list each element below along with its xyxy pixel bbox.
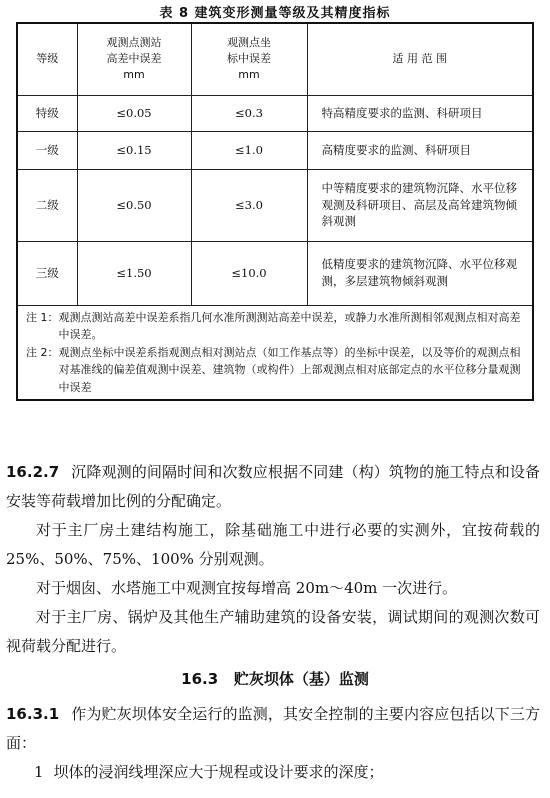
section-heading — [0, 665, 550, 694]
cell-scope: 高精度要求的监测、科研项目 — [307, 131, 533, 169]
table-notes-row — [17, 305, 533, 400]
clause-number: 16.2.7 — [6, 463, 60, 481]
header-grade: 等级 — [17, 23, 77, 95]
paragraph: 对于主厂房土建结构施工，除基础施工中进行必要的实测外，宜按荷载的 25%、50%、75%、100% 分别观测。 — [6, 521, 540, 568]
cell-height-error: ≤1.50 — [77, 241, 191, 305]
cell-scope: 中等精度要求的建筑物沉降、水平位移观测及科研项目、高层及高耸建筑物倾斜观测 — [307, 169, 533, 241]
clause-text: 沉降观测的间隔时间和次数应根据不同建（构）筑物的施工特点和设备安装等荷载增加比例的分配确定。 — [6, 463, 540, 510]
cell-height-error: ≤0.15 — [77, 131, 191, 169]
table-note — [26, 344, 524, 397]
header-coord-error-line2: 标中误差 — [227, 52, 271, 66]
table-header-row — [17, 23, 533, 95]
cell-grade: 三级 — [17, 241, 77, 305]
header-coord-error-unit: mm — [238, 68, 260, 82]
header-height-error-line2: 高差中误差 — [106, 52, 162, 66]
list-item-number: 1 — [34, 763, 44, 781]
note-label: 注 2： — [26, 345, 59, 359]
table-row — [17, 169, 533, 241]
table-row — [17, 241, 533, 305]
paragraph: 对于烟囱、水塔施工中观测宜按每增高 20m～40m 一次进行。 — [36, 579, 458, 597]
note-text: 观测点坐标中误差系指观测点相对测站点（如工作基点等）的坐标中误差，以及等价的观测点相对基准线的偏差值观测中误差、建筑物（或构件）上部观测点相对底部定点的水平位移分量观测中误差 — [58, 345, 521, 394]
precision-table — [16, 22, 534, 401]
table-notes — [17, 305, 533, 400]
clause-text: 作为贮灰坝体安全运行的监测，其安全控制的主要内容应包括以下三方面： — [6, 705, 540, 752]
paragraph: 对于主厂房、锅炉及其他生产辅助建筑的设备安装，调试期间的观测次数可视荷载分配进行。 — [6, 608, 540, 655]
cell-scope: 特高精度要求的监测、科研项目 — [307, 95, 533, 131]
list-item — [0, 758, 550, 787]
header-scope: 适 用 范 围 — [307, 23, 533, 95]
header-height-error-line1: 观测点测站 — [106, 36, 162, 50]
cell-coord-error: ≤0.3 — [191, 95, 307, 131]
clause-16-3-1 — [0, 700, 550, 758]
clause-16-2-7 — [0, 458, 550, 516]
cell-height-error: ≤0.05 — [77, 95, 191, 131]
cell-coord-error: ≤3.0 — [191, 169, 307, 241]
cell-grade: 特级 — [17, 95, 77, 131]
table-row — [17, 131, 533, 169]
body-text — [0, 458, 550, 787]
cell-coord-error: ≤10.0 — [191, 241, 307, 305]
header-coord-error-line1: 观测点坐 — [227, 36, 271, 50]
clause-number: 16.3.1 — [6, 705, 60, 723]
table-row — [17, 95, 533, 131]
cell-grade: 一级 — [17, 131, 77, 169]
section-number: 16.3 — [181, 670, 219, 688]
header-height-error-unit: mm — [123, 68, 145, 82]
header-height-error — [77, 23, 191, 95]
note-label: 注 1： — [26, 310, 59, 324]
table-caption: 表 8 建筑变形测量等级及其精度指标 — [159, 6, 391, 21]
list-item-text: 坝体的浸润线埋深应大于规程或设计要求的深度； — [53, 763, 384, 781]
header-coord-error — [191, 23, 307, 95]
section-title: 贮灰坝体（基）监测 — [233, 670, 369, 688]
cell-scope: 低精度要求的建筑物沉降、水平位移观测，多层建筑物倾斜观测 — [307, 241, 533, 305]
cell-grade: 二级 — [17, 169, 77, 241]
note-text: 观测点测站高差中误差系指几何水准所测测站高差中误差，或静力水准所测相邻观测点相对高差中误差。 — [58, 310, 521, 342]
table-note — [26, 309, 524, 344]
cell-height-error: ≤0.50 — [77, 169, 191, 241]
cell-coord-error: ≤1.0 — [191, 131, 307, 169]
